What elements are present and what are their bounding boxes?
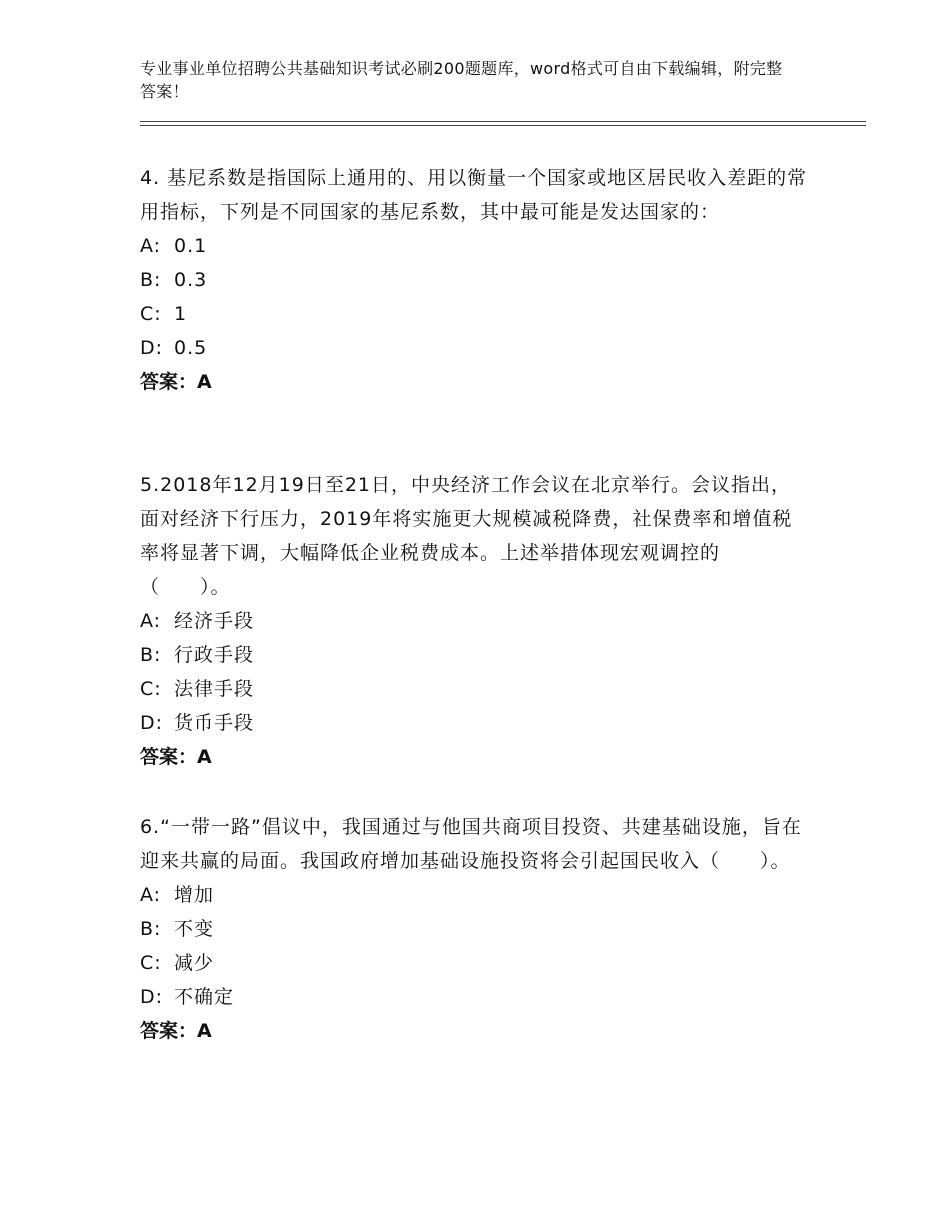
option-text: 0.5: [174, 337, 208, 359]
header-divider-bottom: [140, 125, 866, 126]
option-b: [140, 638, 810, 672]
question-5: [140, 468, 810, 774]
option-letter: A:: [140, 235, 162, 257]
option-d: [140, 706, 810, 740]
option-text: 经济手段: [174, 610, 255, 632]
question-text: 6.“一带一路”倡议中，我国通过与他国共商项目投资、共建基础设施，旨在迎来共赢的局面。我国政府增加基础设施投资将会引起国民收入（ ）。: [140, 816, 802, 872]
option-text: 法律手段: [174, 678, 255, 700]
option-text: 行政手段: [174, 644, 255, 666]
option-letter: D:: [140, 986, 164, 1008]
option-letter: B:: [140, 269, 162, 291]
option-a: [140, 878, 810, 912]
option-letter: C:: [140, 303, 162, 325]
option-text: 货币手段: [174, 712, 255, 734]
option-b: [140, 263, 810, 297]
question-6: [140, 810, 810, 1048]
option-a: [140, 604, 810, 638]
option-letter: D:: [140, 712, 164, 734]
option-c: [140, 946, 810, 980]
question-text: 5.2018年12月19日至21日，中央经济工作会议在北京举行。会议指出，面对经济下行压力，2019年将实施更大规模减税降费，社保费率和增值税率将显著下调，大幅降低企业税费成本。上述举措体现宏观调控的（ ）。: [140, 474, 793, 598]
option-d: [140, 980, 810, 1014]
option-letter: A:: [140, 610, 162, 632]
option-b: [140, 912, 810, 946]
option-letter: C:: [140, 678, 162, 700]
answer-label: 答案：A: [140, 746, 212, 768]
option-text: 0.1: [174, 235, 208, 257]
option-letter: B:: [140, 644, 162, 666]
option-c: [140, 672, 810, 706]
option-letter: D:: [140, 337, 164, 359]
option-letter: B:: [140, 918, 162, 940]
option-c: [140, 297, 810, 331]
answer-label: 答案：A: [140, 371, 212, 393]
question-4: [140, 161, 810, 399]
option-text: 增加: [174, 884, 215, 906]
option-d: [140, 331, 810, 365]
header-divider-top: [140, 121, 866, 122]
document-header: 专业事业单位招聘公共基础知识考试必刷200题题库，word格式可自由下载编辑，附完整答案！: [140, 59, 783, 101]
option-text: 0.3: [174, 269, 208, 291]
option-text: 不变: [174, 918, 215, 940]
option-text: 不确定: [174, 986, 235, 1008]
option-letter: C:: [140, 952, 162, 974]
option-a: [140, 229, 810, 263]
option-text: 减少: [174, 952, 215, 974]
answer-label: 答案：A: [140, 1020, 212, 1042]
option-text: 1: [174, 303, 188, 325]
option-letter: A:: [140, 884, 162, 906]
question-text: 4. 基尼系数是指国际上通用的、用以衡量一个国家或地区居民收入差距的常用指标，下列是不同国家的基尼系数，其中最可能是发达国家的：: [140, 167, 808, 223]
